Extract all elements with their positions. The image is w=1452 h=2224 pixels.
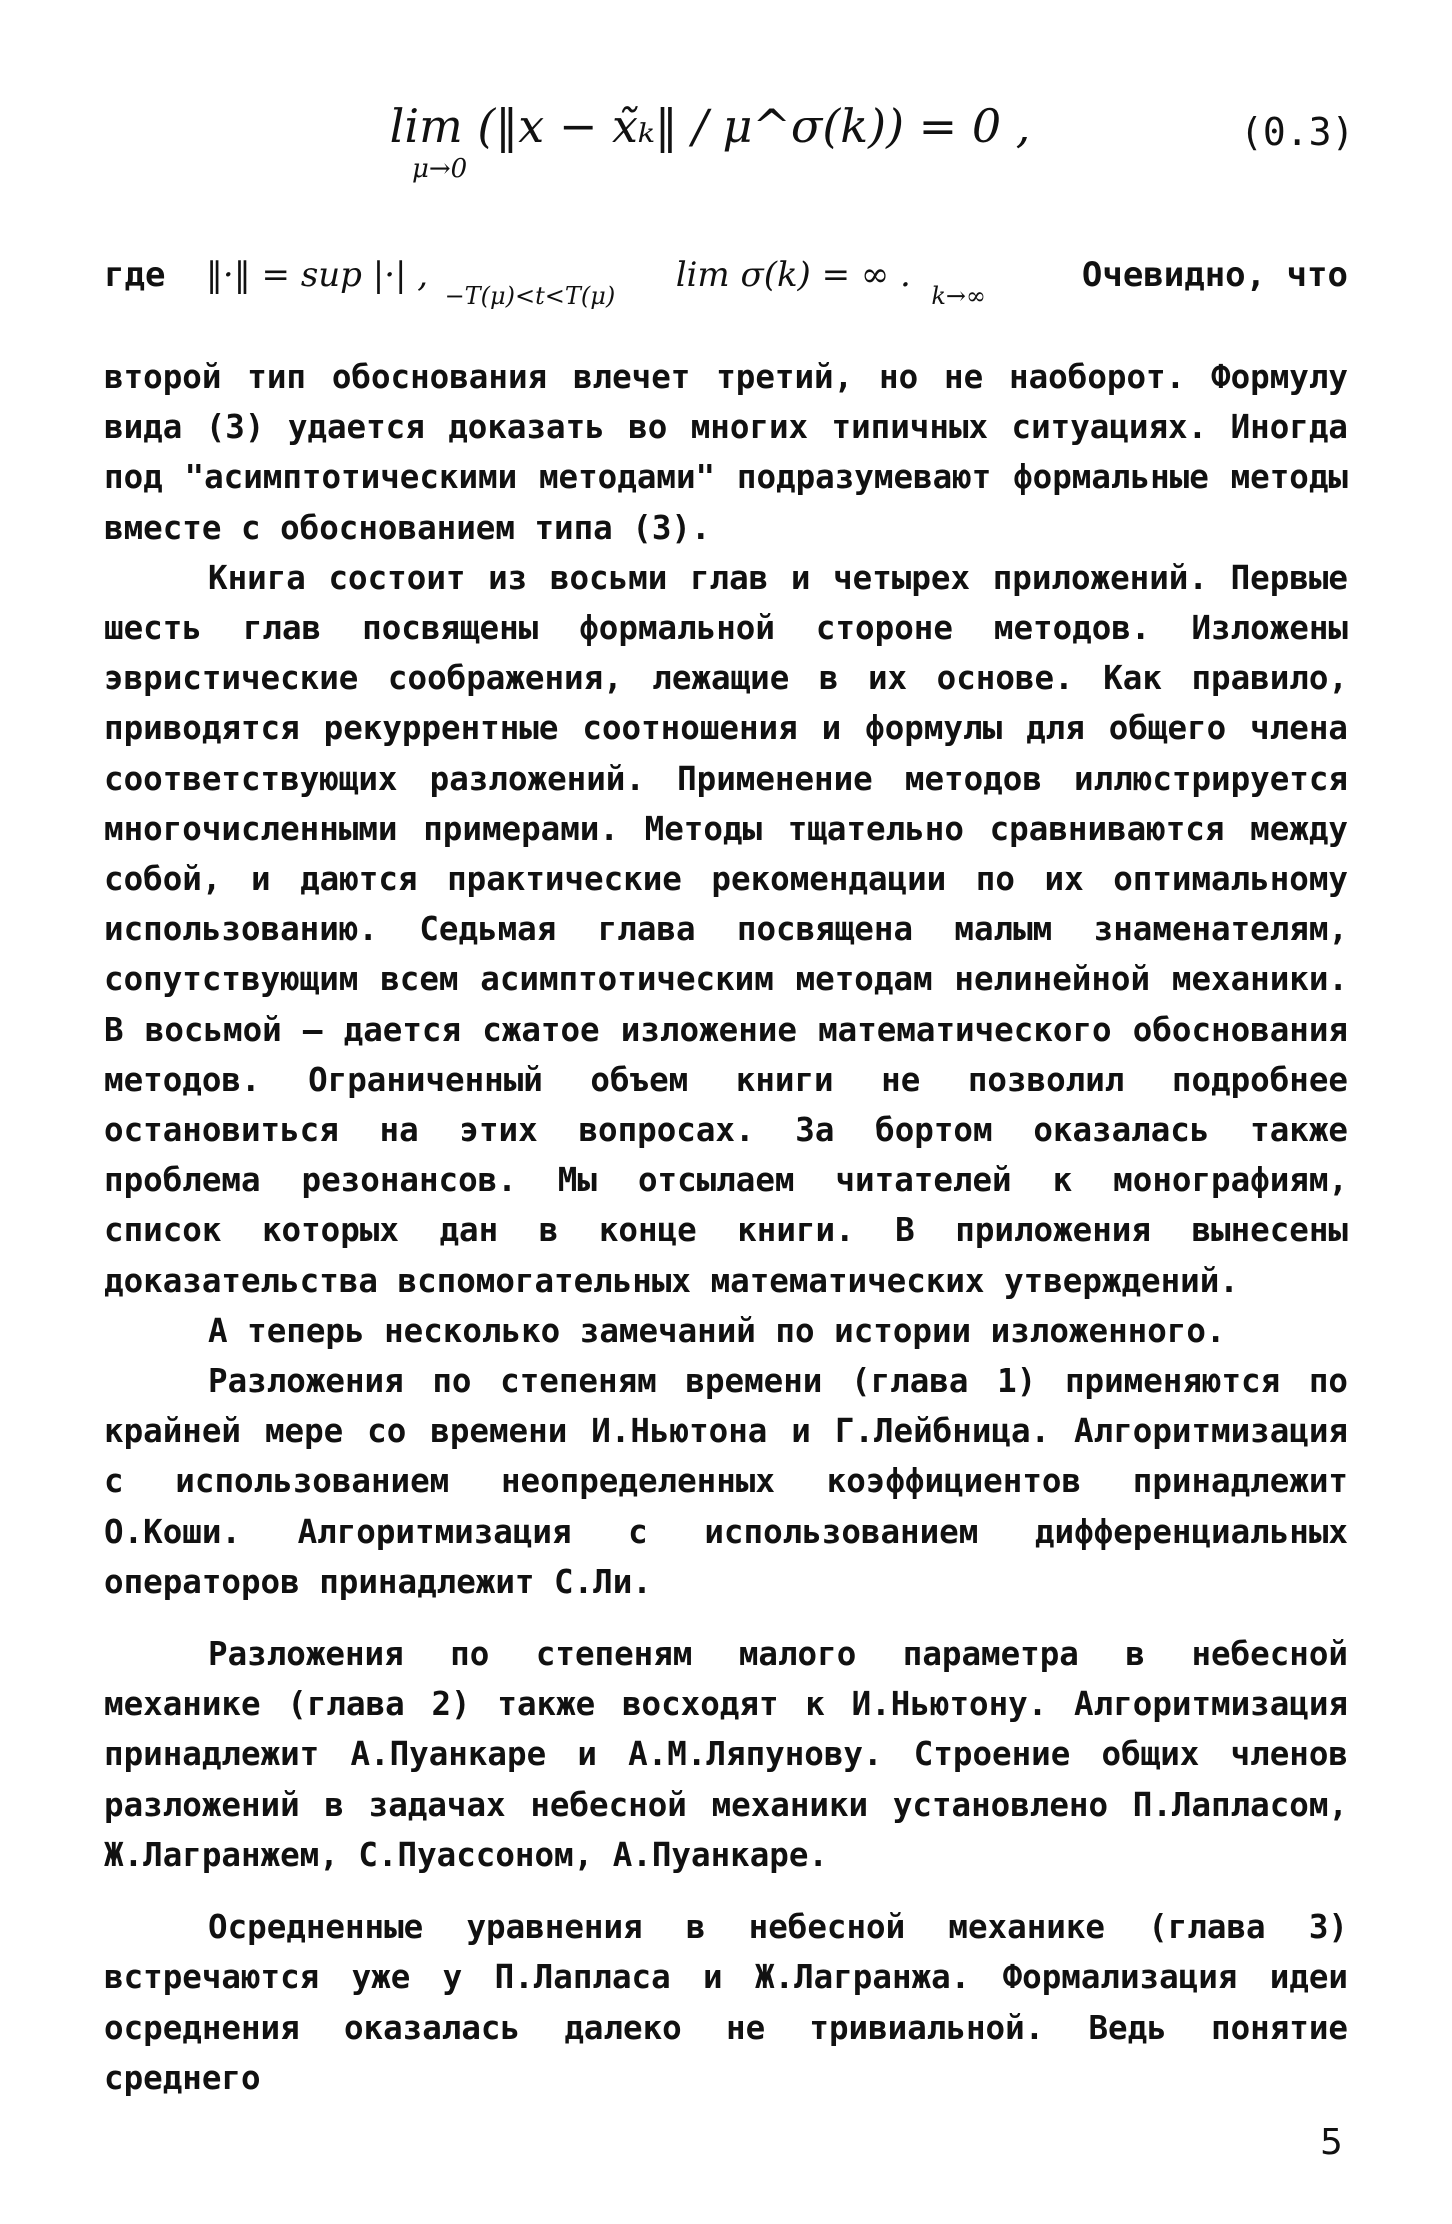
formula-limit-subscript: μ→0 [412,154,468,184]
paragraph: второй тип обоснования влечет третий, но не наоборот. Формулу вида (3) удается доказать во многих типичных ситуациях. Иногда под "асимптотическими методами" подразумевают формальные методы вместе с обоснованием типа (3). [104,358,1348,547]
paragraph: Разложения по степеням времени (глава 1) применяются по крайней мере со времени И.Ньютона и Г.Лейбница. Алгоритмизация с использованием неопределенных коэффициентов принадлежит О.Коши. Алгоритмизация с использованием дифференциальных операторов принадлежит С.Ли. [104,1362,1348,1601]
equation-number: (0.3) [1240,110,1355,154]
norm-definition: ‖·‖ = sup |·| , [205,255,429,295]
where-lead-word: где [104,255,166,295]
paragraph: Книга состоит из восьми глав и четырех приложений. Первые шесть глав посвящены формальной стороне методов. Изложены эвристические соображения, лежащие в их основе. Как правило, приводятся рекуррентные соотношения и формулы для общего члена соответствующих разложений. Применение методов иллюстрируется многочисленными примерами. Методы тщательно сравниваются между собой, и даются практические рекомендации по их оптимальному использованию. Седьмая глава посвящена малым знаменателям, сопутствующим всем асимптотическим методам нелинейной механики. В восьмой – дается сжатое изложение математического обоснования методов. Ограниченный объем книги не позволил подробнее остановиться на этих вопросах. За бортом оказалась также проблема резонансов. Мы отсылаем читателей к монографиям, список которых дан в конце книги. В приложения вынесены доказательства вспомогательных математических утверждений. [104,558,1348,1300]
page-number: 5 [1320,2122,1343,2163]
where-definition-line [104,250,1348,321]
formula-expression: lim (‖x − x̃ₖ‖ / μ^σ(k)) = 0 , [389,99,1031,153]
paragraph: Разложения по степеням малого параметра в небесной механике (глава 2) также восходят к И.Ньютону. Алгоритмизация принадлежит А.Пуанкаре и А.М.Ляпунову. Строение общих членов разложений в задачах небесной механики установлено П.Лапласом, Ж.Лагранжем, С.Пуассоном, А.Пуанкаре. [104,1635,1348,1874]
sup-range: −T(μ)<t<T(μ) [444,282,616,310]
paragraph: А теперь несколько замечаний по истории изложенного. [208,1311,1226,1350]
where-line-tail: Очевидно, что [1081,255,1348,295]
body-text [104,352,1348,2103]
paragraph: Осредненные уравнения в небесной механике (глава 3) встречаются уже у П.Лапласа и Ж.Лагранжа. Формализация идеи осреднения оказалась далеко не тривиальной. Ведь понятие среднего [104,1908,1348,2097]
sigma-limit: lim σ(k) = ∞ . [675,255,911,295]
sigma-limit-subscript: k→∞ [931,282,987,310]
formula-0-3 [300,96,1120,182]
